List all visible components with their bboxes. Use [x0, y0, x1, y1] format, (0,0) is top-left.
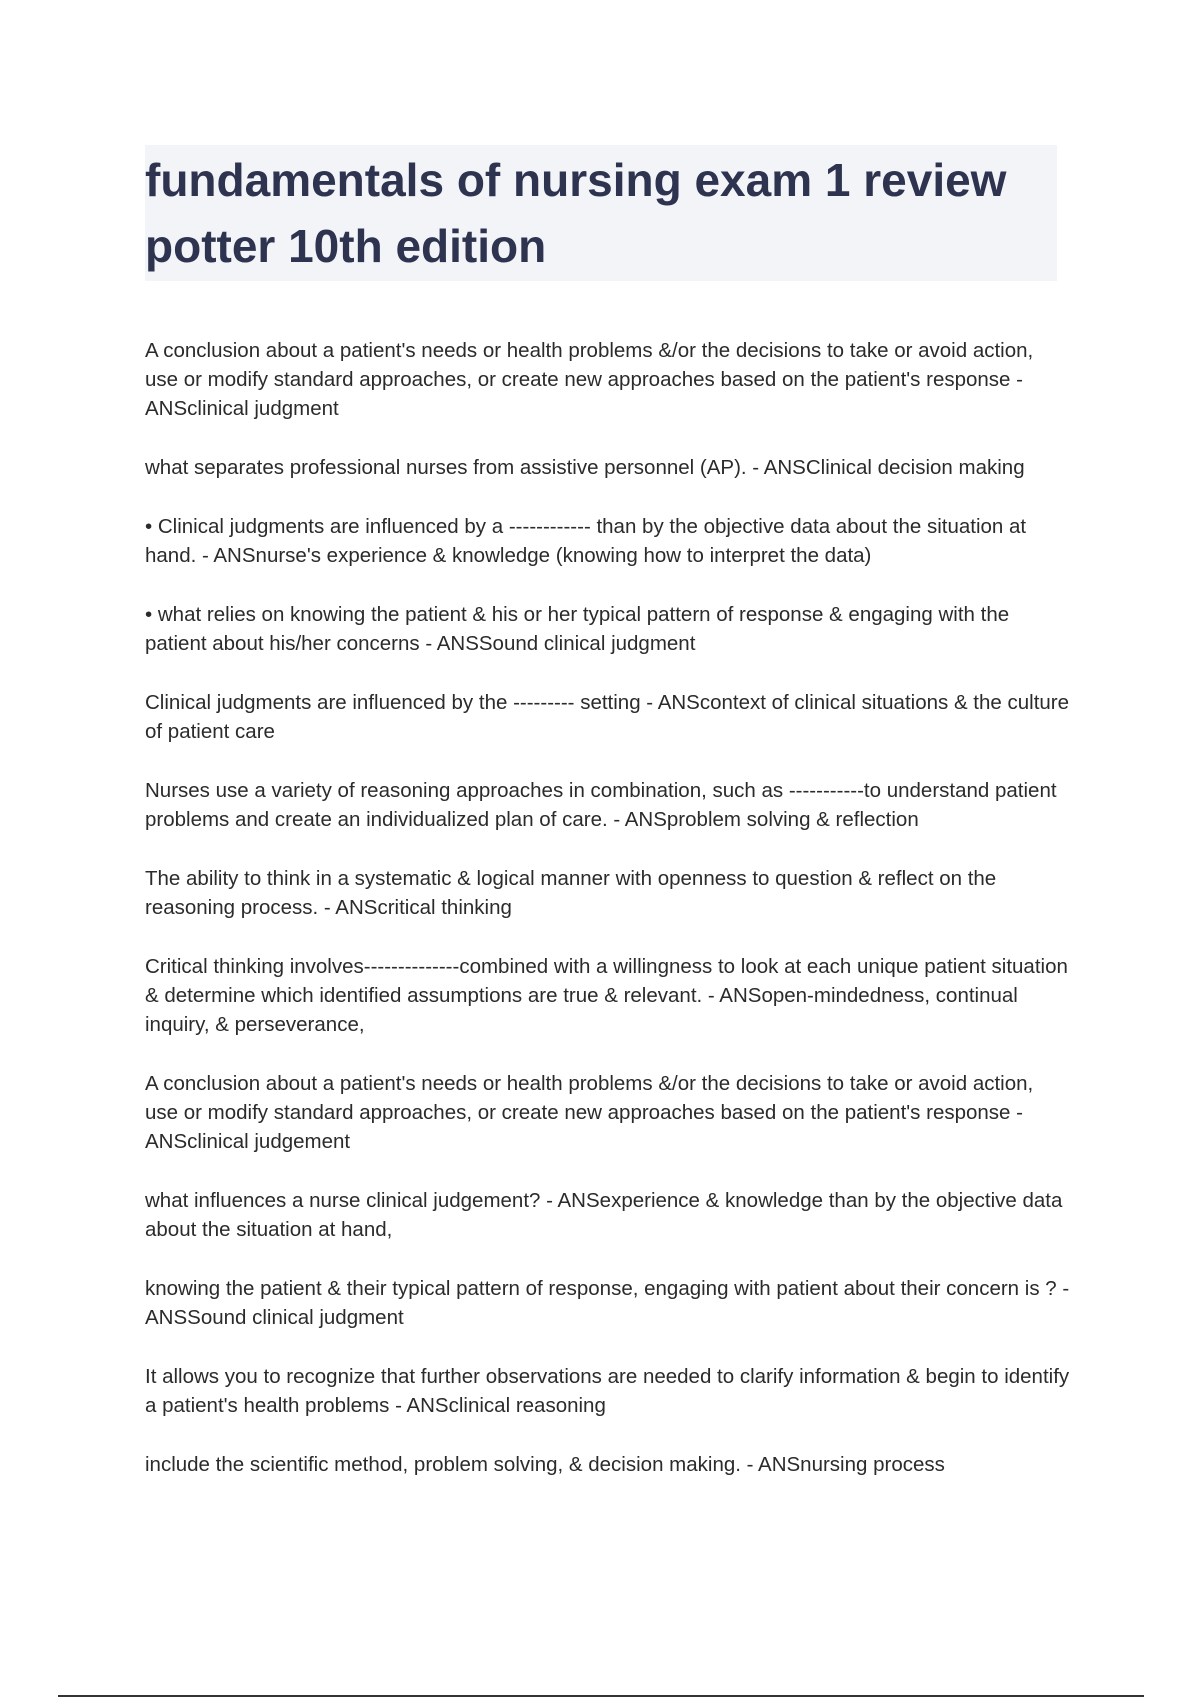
- qa-item: Nurses use a variety of reasoning approaches in combination, such as -----------to understand patient problems and create an individualized plan of care. - ANSproblem solving & reflection: [145, 779, 1057, 831]
- qa-item: Critical thinking involves--------------combined with a willingness to look at each unique patient situation & determine which identified assumptions are true & relevant. - ANSopen-mindedness, continual inquiry, & perseverance,: [145, 955, 1068, 1036]
- qa-list: [145, 336, 1070, 1509]
- qa-item: include the scientific method, problem solving, & decision making. - ANSnursing process: [145, 1453, 945, 1476]
- qa-item: what separates professional nurses from assistive personnel (AP). - ANSClinical decision making: [145, 456, 1025, 479]
- page-bottom-rule: [58, 1695, 1144, 1697]
- qa-item: The ability to think in a systematic & logical manner with openness to question & reflect on the reasoning process. - ANScritical thinking: [145, 867, 997, 919]
- qa-item: A conclusion about a patient's needs or health problems &/or the decisions to take or avoid action, use or modify standard approaches, or create new approaches based on the patient's response - ANSclinical judgment: [145, 339, 1034, 420]
- title-banner: [145, 145, 1057, 281]
- qa-item: • Clinical judgments are influenced by a ------------ than by the objective data about the situation at hand. - ANSnurse's experience & knowledge (knowing how to interpret the data): [145, 515, 1027, 567]
- qa-item: A conclusion about a patient's needs or health problems &/or the decisions to take or avoid action, use or modify standard approaches, or create new approaches based on the patient's response - ANSclinical judgement: [145, 1072, 1034, 1153]
- qa-item: It allows you to recognize that further observations are needed to clarify information & begin to identify a patient's health problems - ANSclinical reasoning: [145, 1365, 1070, 1417]
- title-line-2: potter 10th edition: [145, 220, 547, 272]
- qa-item: what influences a nurse clinical judgement? - ANSexperience & knowledge than by the objective data about the situation at hand,: [145, 1189, 1063, 1241]
- title-line-1: fundamentals of nursing exam 1 review: [145, 154, 1007, 206]
- qa-item: knowing the patient & their typical pattern of response, engaging with patient about their concern is ? - ANSSound clinical judgment: [145, 1277, 1070, 1329]
- qa-item: Clinical judgments are influenced by the --------- setting - ANScontext of clinical situations & the culture of patient care: [145, 691, 1070, 743]
- document-title: [145, 147, 1057, 279]
- qa-item: • what relies on knowing the patient & his or her typical pattern of response & engaging with the patient about his/her concerns - ANSSound clinical judgment: [145, 603, 1010, 655]
